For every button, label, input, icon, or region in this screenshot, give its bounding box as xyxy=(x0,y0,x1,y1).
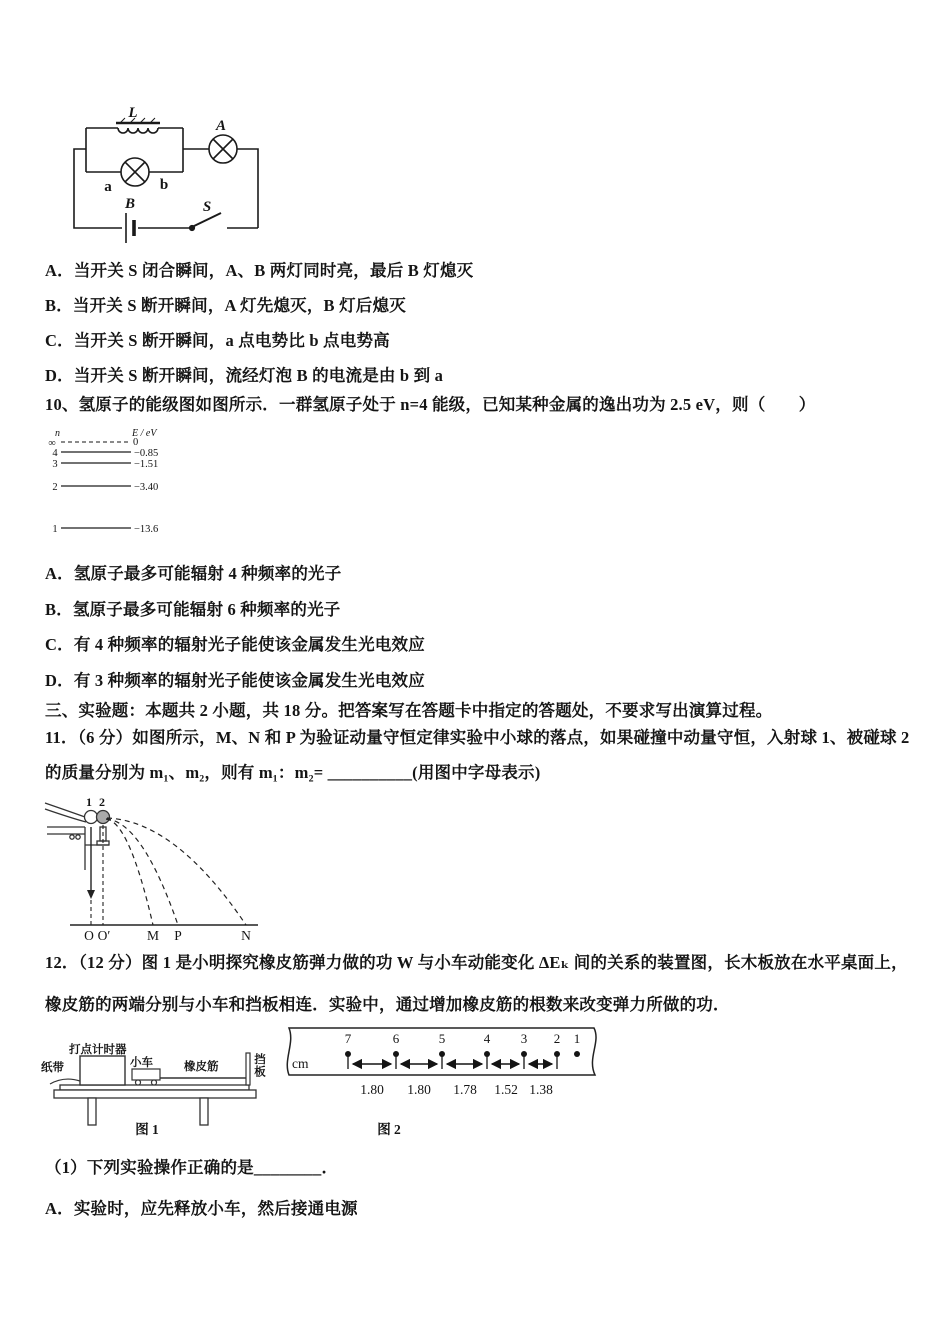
terminal-b-label: b xyxy=(159,177,169,193)
timer-box xyxy=(80,1056,125,1085)
lamp-a-label: A xyxy=(215,118,227,134)
rubber-band-label: 橡皮筋 xyxy=(184,1061,219,1073)
q11-stem-line2: 的质量分别为 m₁、m₂，则有 m₁：m₂= __________(用图中字母表示) xyxy=(45,763,541,782)
tape-label: 纸带 xyxy=(41,1062,64,1074)
tape-point-6: 6 xyxy=(392,1031,400,1046)
point-o-label: O xyxy=(84,928,94,943)
level-n-3: 3 xyxy=(52,459,58,470)
baffle-label: 挡板 xyxy=(253,1053,265,1078)
baffle-plate xyxy=(246,1053,250,1085)
tape-point-4: 4 xyxy=(483,1031,491,1046)
point-n-label: N xyxy=(241,928,251,943)
energy-axis-n-label: n xyxy=(55,428,60,439)
distance-6-5: 1.80 xyxy=(407,1082,431,1097)
table xyxy=(54,1085,256,1125)
distance-5-4: 1.78 xyxy=(453,1082,477,1097)
timer-label: 打点计时器 xyxy=(69,1044,127,1056)
tape-point-2: 2 xyxy=(553,1031,561,1046)
q9-option-a: A．当开关 S 闭合瞬间，A、B 两灯同时亮，最后 B 灯熄灭 xyxy=(45,261,474,280)
energy-level-diagram xyxy=(46,427,196,539)
energy-axis-e-label: E / eV xyxy=(132,428,157,439)
trajectory-curves xyxy=(106,818,246,925)
level-e-3: −1.51 xyxy=(134,459,159,470)
level-e-1: −13.6 xyxy=(134,524,159,535)
q10-stem: 10、氢原子的能级图如图所示．一群氢原子处于 n=4 能级，已知某种金属的逸出功为 2.5 eV，则（ ） xyxy=(45,395,816,414)
tape-point-3: 3 xyxy=(520,1031,528,1046)
q10-option-a: A．氢原子最多可能辐射 4 种频率的光子 xyxy=(45,564,342,583)
point-m-label: M xyxy=(146,928,160,943)
drop-arrow xyxy=(87,827,95,925)
cart-label: 小车 xyxy=(130,1057,153,1069)
q12-sub1-option-a: A．实验时，应先释放小车，然后接通电源 xyxy=(45,1199,358,1218)
tape-point-5: 5 xyxy=(438,1031,446,1046)
tape-point-1: 1 xyxy=(573,1031,581,1046)
paper-tape-curve xyxy=(50,1079,80,1084)
q11-stem-line1: 11．（6 分）如图所示，M、N 和 P 为验证动量守恒定律实验中小球的落点，如果碰撞中动量守恒，入射球 1、被碰球 2 xyxy=(45,728,910,747)
distance-3-2: 1.38 xyxy=(529,1082,553,1097)
ball-1-icon xyxy=(85,811,98,824)
circuit-figure xyxy=(70,93,270,251)
switch-symbol xyxy=(189,213,221,231)
momentum-experiment-figure xyxy=(45,797,275,947)
section3-header: 三、实验题：本题共 2 小题，共 18 分。把答案写在答题卡中指定的答题处，不要求写出演算过程。 xyxy=(45,701,773,720)
q9-option-c: C．当开关 S 断开瞬间，a 点电势比 b 点电势高 xyxy=(45,331,390,350)
terminal-a-label: a xyxy=(104,179,112,195)
q12-sub1: （1）下列实验操作正确的是________． xyxy=(45,1158,339,1177)
tape-unit-label: cm xyxy=(292,1056,309,1071)
point-p-label: P xyxy=(174,928,182,943)
q12-stem-line1: 12．（12 分）图 1 是小明探究橡皮筋弹力做的功 W 与小车动能变化 ΔEₖ 间的关系的装置图，长木板放在水平桌面上， xyxy=(45,953,908,972)
point-o-prime-label: O′ xyxy=(97,928,111,943)
q9-option-b: B．当开关 S 断开瞬间，A 灯先熄灭，B 灯后熄灭 xyxy=(45,296,406,315)
ball2-label: 2 xyxy=(99,795,105,809)
q9-option-d: D．当开关 S 断开瞬间，流经灯泡 B 的电流是由 b 到 a xyxy=(45,366,444,385)
distance-7-6: 1.80 xyxy=(360,1082,384,1097)
switch-label: S xyxy=(202,199,212,215)
figure1-caption: 图 1 xyxy=(135,1122,159,1137)
tape-figure-2 xyxy=(275,1022,610,1142)
inductor-symbol xyxy=(116,118,160,133)
inductor-label: L xyxy=(128,105,138,121)
distance-4-3: 1.52 xyxy=(494,1082,518,1097)
level-n-4: 4 xyxy=(52,448,58,459)
level-n-infinity: ∞ xyxy=(48,438,56,449)
q10-option-b: B．氢原子最多可能辐射 6 种频率的光子 xyxy=(45,600,341,619)
cart-shape xyxy=(132,1069,160,1085)
q10-option-d: D．有 3 种频率的辐射光子能使该金属发生光电效应 xyxy=(45,671,425,690)
lamp-b-label: B xyxy=(124,196,136,212)
q12-stem-line2: 橡皮筋的两端分别与小车和挡板相连．实验中，通过增加橡皮筋的根数来改变弹力所做的功． xyxy=(45,995,730,1014)
apparatus-figure-1 xyxy=(40,1040,275,1140)
q10-option-c: C．有 4 种频率的辐射光子能使该金属发生光电效应 xyxy=(45,635,425,654)
ball1-label: 1 xyxy=(86,795,92,809)
level-e-infinity: 0 xyxy=(133,437,139,448)
level-e-4: −0.85 xyxy=(134,448,159,459)
lamp-b-icon xyxy=(121,158,149,186)
ball-2-icon xyxy=(97,811,110,824)
figure2-caption: 图 2 xyxy=(377,1122,401,1137)
level-e-2: −3.40 xyxy=(134,482,159,493)
level-n-2: 2 xyxy=(52,482,58,493)
tape-point-7: 7 xyxy=(344,1031,352,1046)
level-n-1: 1 xyxy=(52,524,58,535)
lamp-a-icon xyxy=(209,135,237,163)
battery-symbol xyxy=(126,213,134,243)
